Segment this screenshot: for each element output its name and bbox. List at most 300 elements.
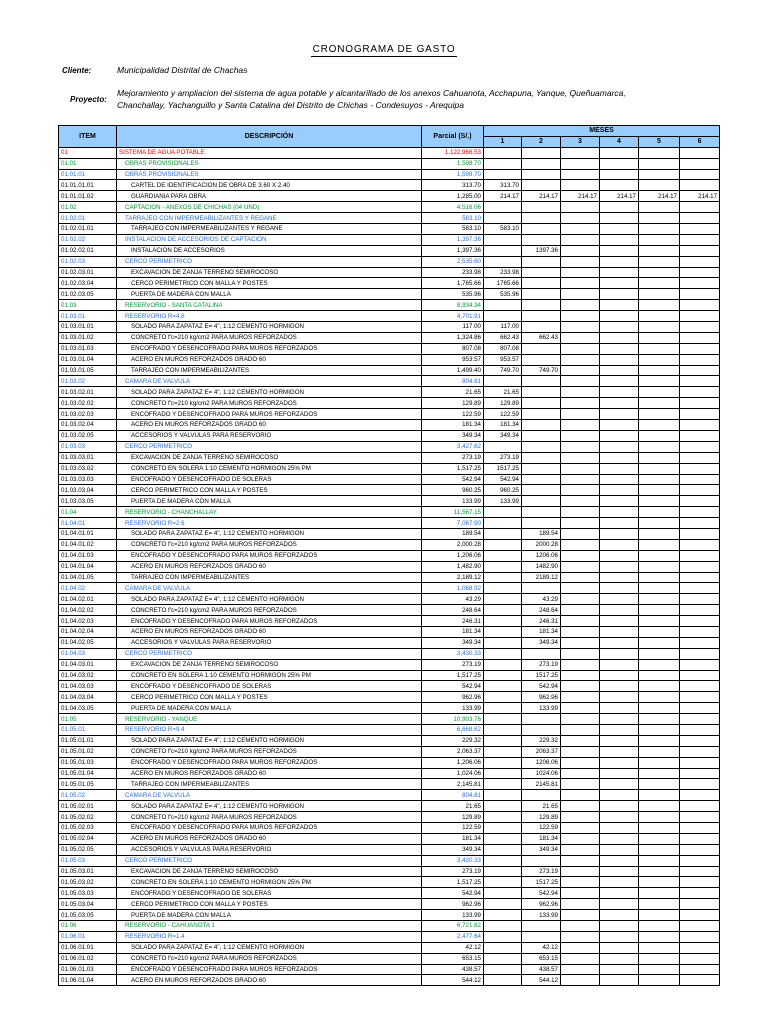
- item-parcial: 42.12: [422, 942, 484, 953]
- month-5-value: [639, 724, 680, 735]
- month-1-value: [484, 975, 522, 986]
- month-1-value: [484, 202, 522, 213]
- month-6-value: [680, 441, 720, 452]
- item-description: ENCOFRADO Y DESENCOFRADO DE SOLERAS: [117, 474, 422, 485]
- month-5-value: [639, 757, 680, 768]
- item-code: 01.02.03.04: [59, 278, 117, 289]
- table-row: [59, 169, 720, 180]
- month-5-value: [639, 507, 680, 518]
- header-item: ITEM: [59, 126, 117, 148]
- month-4-value: [600, 278, 639, 289]
- month-6-value: [680, 354, 720, 365]
- month-3-value: [561, 844, 600, 855]
- month-1-value: [484, 616, 522, 627]
- table-row: [59, 855, 720, 866]
- month-1-value: [484, 583, 522, 594]
- table-row: [59, 322, 720, 333]
- month-5-value: [639, 169, 680, 180]
- month-5-value: [639, 975, 680, 986]
- month-2-value: [522, 921, 561, 932]
- item-description: CONCRETO EN SOLERA 1:10 CEMENTO HORMIGON 25% PM: [117, 670, 422, 681]
- month-3-value: [561, 572, 600, 583]
- month-3-value: [561, 420, 600, 431]
- month-1-value: [484, 899, 522, 910]
- month-5-value: [639, 637, 680, 648]
- month-1-value: 960.25: [484, 485, 522, 496]
- month-2-value: 133.99: [522, 703, 561, 714]
- month-5-value: [639, 354, 680, 365]
- month-5-value: [639, 648, 680, 659]
- month-4-value: [600, 322, 639, 333]
- item-description: ACERO EN MUROS REFORZADOS GRADO 60: [117, 626, 422, 637]
- month-2-value: [522, 430, 561, 441]
- month-6-value: [680, 463, 720, 474]
- table-row: [59, 714, 720, 725]
- month-3-value: [561, 300, 600, 311]
- item-description: SISTEMA DE AGUA POTABLE: [117, 147, 422, 158]
- month-3-value: [561, 332, 600, 343]
- month-1-value: 807.08: [484, 343, 522, 354]
- month-6-value: [680, 245, 720, 256]
- month-3-value: [561, 746, 600, 757]
- item-code: 01.04.03.05: [59, 703, 117, 714]
- item-code: 01.02: [59, 202, 117, 213]
- table-row: [59, 409, 720, 420]
- month-4-value: [600, 931, 639, 942]
- item-parcial: 8,934.34: [422, 300, 484, 311]
- month-3-value: [561, 823, 600, 834]
- month-3-value: [561, 202, 600, 213]
- month-1-value: [484, 921, 522, 932]
- month-2-value: 248.64: [522, 605, 561, 616]
- item-description: CONCRETO f'c=210 kg/cm2 PARA MUROS REFORZADOS: [117, 812, 422, 823]
- item-code: 01.05.03.05: [59, 910, 117, 921]
- item-parcial: 1,206.06: [422, 550, 484, 561]
- month-3-value: [561, 289, 600, 300]
- month-5-value: [639, 234, 680, 245]
- item-description: CERCO PERIMETRICO: [117, 855, 422, 866]
- month-4-value: [600, 735, 639, 746]
- month-1-value: 214.17: [484, 191, 522, 202]
- month-4-value: [600, 463, 639, 474]
- month-1-value: [484, 572, 522, 583]
- month-6-value: [680, 681, 720, 692]
- item-description: CARTEL DE IDENTIFICACION DE OBRA DE 3.60 X 2.40: [117, 180, 422, 191]
- item-description: EXCAVACION DE ZANJA TERRENO SEMIROCOSO: [117, 866, 422, 877]
- cliente-label: Cliente:: [62, 66, 92, 75]
- table-row: [59, 790, 720, 801]
- item-code: 01.04.01.03: [59, 550, 117, 561]
- month-3-value: [561, 877, 600, 888]
- header-meses: MESES: [484, 126, 720, 137]
- month-1-value: [484, 648, 522, 659]
- month-1-value: 122.59: [484, 409, 522, 420]
- month-1-value: [484, 213, 522, 224]
- item-parcial: 43.29: [422, 594, 484, 605]
- table-row: [59, 626, 720, 637]
- item-description: CONCRETO f'c=210 kg/cm2 PARA MUROS REFORZADOS: [117, 539, 422, 550]
- month-4-value: [600, 409, 639, 420]
- month-5-value: [639, 376, 680, 387]
- month-1-value: 313.70: [484, 180, 522, 191]
- item-code: 01.05.02.05: [59, 844, 117, 855]
- month-5-value: [639, 855, 680, 866]
- table-row: [59, 572, 720, 583]
- header-month-6: 6: [680, 136, 720, 147]
- item-parcial: 349.34: [422, 430, 484, 441]
- item-parcial: 4,701.91: [422, 311, 484, 322]
- month-2-value: [522, 420, 561, 431]
- item-description: ACCESORIOS Y VALVULAS PARA RESERVORIO: [117, 844, 422, 855]
- month-4-value: [600, 496, 639, 507]
- month-6-value: [680, 768, 720, 779]
- month-2-value: 542.94: [522, 888, 561, 899]
- month-4-value: [600, 953, 639, 964]
- month-3-value: [561, 507, 600, 518]
- month-5-value: [639, 910, 680, 921]
- item-description: RESERVORIO - CHANCHALLAY: [117, 507, 422, 518]
- item-code: 01.04.01.04: [59, 561, 117, 572]
- month-1-value: [484, 376, 522, 387]
- item-code: 01.02.03.05: [59, 289, 117, 300]
- month-6-value: 214.17: [680, 191, 720, 202]
- item-code: 01.03: [59, 300, 117, 311]
- item-parcial: 1,324.86: [422, 332, 484, 343]
- month-3-value: [561, 518, 600, 529]
- item-parcial: 2,189.12: [422, 572, 484, 583]
- month-3-value: [561, 550, 600, 561]
- month-6-value: [680, 583, 720, 594]
- item-code: 01.03.01: [59, 311, 117, 322]
- month-2-value: [522, 648, 561, 659]
- month-4-value: [600, 518, 639, 529]
- month-4-value: [600, 659, 639, 670]
- month-2-value: [522, 855, 561, 866]
- month-5-value: [639, 833, 680, 844]
- month-6-value: [680, 659, 720, 670]
- month-4-value: [600, 899, 639, 910]
- month-4-value: [600, 888, 639, 899]
- month-3-value: [561, 692, 600, 703]
- month-6-value: [680, 234, 720, 245]
- item-description: CONCRETO f'c=210 kg/cm2 PARA MUROS REFORZADOS: [117, 953, 422, 964]
- table-row: [59, 692, 720, 703]
- item-description: SOLADO PARA ZAPATAZ E= 4", 1:12 CEMENTO HORMIGON: [117, 387, 422, 398]
- month-4-value: [600, 376, 639, 387]
- item-parcial: 6,721.82: [422, 921, 484, 932]
- month-2-value: 2000.28: [522, 539, 561, 550]
- month-5-value: [639, 714, 680, 725]
- month-1-value: [484, 703, 522, 714]
- month-2-value: [522, 463, 561, 474]
- month-3-value: [561, 234, 600, 245]
- table-row: [59, 703, 720, 714]
- item-parcial: 233.98: [422, 267, 484, 278]
- item-parcial: 117.00: [422, 322, 484, 333]
- item-description: CONCRETO EN SOLERA 1:10 CEMENTO HORMIGON 25% PM: [117, 463, 422, 474]
- month-6-value: [680, 953, 720, 964]
- month-2-value: 1206.06: [522, 550, 561, 561]
- item-code: 01.05.03.01: [59, 866, 117, 877]
- month-2-value: 749.70: [522, 365, 561, 376]
- item-parcial: 189.54: [422, 528, 484, 539]
- month-5-value: [639, 899, 680, 910]
- item-description: OBRAS PROVISIONALES: [117, 169, 422, 180]
- header-month-1: 1: [484, 136, 522, 147]
- table-row: [59, 757, 720, 768]
- month-5-value: [639, 931, 680, 942]
- month-5-value: [639, 147, 680, 158]
- month-1-value: 349.34: [484, 430, 522, 441]
- month-1-value: [484, 637, 522, 648]
- month-2-value: 653.15: [522, 953, 561, 964]
- item-code: 01.03.03.02: [59, 463, 117, 474]
- month-4-value: [600, 387, 639, 398]
- month-2-value: [522, 311, 561, 322]
- item-description: SOLADO PARA ZAPATAZ E= 4", 1:12 CEMENTO HORMIGON: [117, 801, 422, 812]
- month-6-value: [680, 757, 720, 768]
- month-1-value: [484, 724, 522, 735]
- table-row: [59, 561, 720, 572]
- month-6-value: [680, 866, 720, 877]
- month-3-value: [561, 322, 600, 333]
- month-4-value: [600, 844, 639, 855]
- month-3-value: [561, 812, 600, 823]
- month-5-value: [639, 735, 680, 746]
- month-6-value: [680, 485, 720, 496]
- month-1-value: [484, 169, 522, 180]
- month-2-value: 214.17: [522, 191, 561, 202]
- header-parcial: Parcial (S/.): [422, 126, 484, 148]
- month-1-value: [484, 518, 522, 529]
- item-parcial: 3,430.33: [422, 855, 484, 866]
- table-row: [59, 888, 720, 899]
- item-code: 01.06.01: [59, 931, 117, 942]
- month-6-value: [680, 376, 720, 387]
- month-2-value: [522, 474, 561, 485]
- item-code: 01.05.03.04: [59, 899, 117, 910]
- month-4-value: [600, 441, 639, 452]
- item-code: 01.05.03: [59, 855, 117, 866]
- item-code: 01.01: [59, 158, 117, 169]
- table-row: [59, 670, 720, 681]
- month-5-value: [639, 528, 680, 539]
- table-row: [59, 234, 720, 245]
- month-6-value: [680, 180, 720, 191]
- month-3-value: [561, 921, 600, 932]
- month-2-value: 962.96: [522, 899, 561, 910]
- month-5-value: [639, 224, 680, 235]
- item-code: 01.06.01.02: [59, 953, 117, 964]
- month-3-value: [561, 278, 600, 289]
- item-code: 01.03.02.05: [59, 430, 117, 441]
- item-code: 01.06.01.03: [59, 964, 117, 975]
- month-5-value: [639, 343, 680, 354]
- item-code: 01: [59, 147, 117, 158]
- item-code: 01.03.02.01: [59, 387, 117, 398]
- month-3-value: [561, 245, 600, 256]
- item-parcial: 21.65: [422, 387, 484, 398]
- month-5-value: [639, 300, 680, 311]
- item-description: OBRAS PROVISIONALES: [117, 158, 422, 169]
- month-6-value: [680, 616, 720, 627]
- month-3-value: [561, 267, 600, 278]
- month-5-value: [639, 365, 680, 376]
- month-5-value: [639, 452, 680, 463]
- month-5-value: [639, 594, 680, 605]
- month-5-value: [639, 877, 680, 888]
- month-5-value: [639, 844, 680, 855]
- month-3-value: [561, 463, 600, 474]
- month-5-value: [639, 441, 680, 452]
- month-4-value: [600, 921, 639, 932]
- item-description: ENCOFRADO Y DESENCOFRADO PARA MUROS REFORZADOS: [117, 343, 422, 354]
- item-description: RESERVORIO R=2.6: [117, 518, 422, 529]
- item-parcial: 133.99: [422, 703, 484, 714]
- month-1-value: [484, 910, 522, 921]
- item-code: 01.01.01.01: [59, 180, 117, 191]
- month-4-value: [600, 637, 639, 648]
- item-description: CAPTACION - ANEXOS DE CHICHAS (04 UND): [117, 202, 422, 213]
- table-row: [59, 550, 720, 561]
- item-parcial: 273.19: [422, 866, 484, 877]
- table-row: [59, 507, 720, 518]
- month-6-value: [680, 409, 720, 420]
- month-1-value: [484, 768, 522, 779]
- item-parcial: 11,567.15: [422, 507, 484, 518]
- month-6-value: [680, 267, 720, 278]
- table-row: [59, 779, 720, 790]
- item-parcial: 349.34: [422, 844, 484, 855]
- item-description: CONCRETO f'c=210 kg/cm2 PARA MUROS REFORZADOS: [117, 605, 422, 616]
- month-6-value: [680, 550, 720, 561]
- item-code: 01.05.01.05: [59, 779, 117, 790]
- month-2-value: 229.32: [522, 735, 561, 746]
- table-row: [59, 224, 720, 235]
- table-row: [59, 648, 720, 659]
- month-4-value: [600, 550, 639, 561]
- item-description: PUERTA DE MADERA CON MALLA: [117, 703, 422, 714]
- item-description: ENCOFRADO Y DESENCOFRADO PARA MUROS REFORZADOS: [117, 409, 422, 420]
- item-parcial: 1,598.70: [422, 169, 484, 180]
- month-6-value: [680, 539, 720, 550]
- item-parcial: 1,517.25: [422, 877, 484, 888]
- month-6-value: [680, 256, 720, 267]
- item-parcial: 653.15: [422, 953, 484, 964]
- month-5-value: [639, 790, 680, 801]
- month-2-value: [522, 354, 561, 365]
- table-row: [59, 496, 720, 507]
- item-parcial: 962.96: [422, 899, 484, 910]
- header-month-4: 4: [600, 136, 639, 147]
- month-1-value: [484, 594, 522, 605]
- table-row: [59, 844, 720, 855]
- month-5-value: [639, 311, 680, 322]
- month-4-value: [600, 833, 639, 844]
- header-month-2: 2: [522, 136, 561, 147]
- month-6-value: [680, 169, 720, 180]
- month-5-value: [639, 942, 680, 953]
- month-3-value: [561, 866, 600, 877]
- month-2-value: 273.19: [522, 866, 561, 877]
- item-code: 01.04.02.04: [59, 626, 117, 637]
- month-1-value: 749.70: [484, 365, 522, 376]
- month-5-value: [639, 550, 680, 561]
- month-6-value: [680, 420, 720, 431]
- item-code: 01.02.03.01: [59, 267, 117, 278]
- month-5-value: [639, 823, 680, 834]
- month-3-value: [561, 703, 600, 714]
- month-1-value: [484, 300, 522, 311]
- month-5-value: [639, 420, 680, 431]
- item-parcial: 313.70: [422, 180, 484, 191]
- item-description: SOLADO PARA ZAPATAZ E= 4", 1:12 CEMENTO HORMIGON: [117, 528, 422, 539]
- month-4-value: [600, 855, 639, 866]
- month-5-value: [639, 572, 680, 583]
- item-parcial: 542.94: [422, 681, 484, 692]
- item-code: 01.04.03.03: [59, 681, 117, 692]
- month-3-value: [561, 626, 600, 637]
- month-3-value: [561, 790, 600, 801]
- table-row: [59, 398, 720, 409]
- month-2-value: [522, 202, 561, 213]
- month-2-value: [522, 931, 561, 942]
- month-4-value: [600, 779, 639, 790]
- item-description: RESERVORIO R=9.4: [117, 724, 422, 735]
- item-parcial: 248.64: [422, 605, 484, 616]
- item-description: ACERO EN MUROS REFORZADOS GRADO 60: [117, 420, 422, 431]
- item-description: CERCO PERIMETRICO CON MALLA Y POSTES: [117, 485, 422, 496]
- month-5-value: [639, 692, 680, 703]
- month-2-value: [522, 267, 561, 278]
- month-1-value: [484, 441, 522, 452]
- month-3-value: [561, 605, 600, 616]
- month-4-value: [600, 942, 639, 953]
- month-1-value: [484, 659, 522, 670]
- item-description: CONCRETO f'c=210 kg/cm2 PARA MUROS REFORZADOS: [117, 332, 422, 343]
- table-row: [59, 256, 720, 267]
- month-4-value: [600, 583, 639, 594]
- item-parcial: 953.57: [422, 354, 484, 365]
- item-description: GUARDIANIA PARA OBRA: [117, 191, 422, 202]
- month-6-value: [680, 572, 720, 583]
- month-6-value: [680, 779, 720, 790]
- month-4-value: [600, 692, 639, 703]
- table-row: [59, 616, 720, 627]
- proyecto-label: Proyecto:: [70, 95, 107, 104]
- item-code: 01.05.01.01: [59, 735, 117, 746]
- month-4-value: [600, 213, 639, 224]
- item-description: SOLADO PARA ZAPATAZ E= 4", 1:12 CEMENTO HORMIGON: [117, 942, 422, 953]
- item-parcial: 2,000.28: [422, 539, 484, 550]
- month-4-value: [600, 768, 639, 779]
- month-2-value: 133.99: [522, 910, 561, 921]
- month-6-value: [680, 387, 720, 398]
- item-description: ACERO EN MUROS REFORZADOS GRADO 60: [117, 833, 422, 844]
- schedule-table: [58, 125, 720, 986]
- item-parcial: 807.08: [422, 343, 484, 354]
- month-3-value: [561, 735, 600, 746]
- month-5-value: [639, 812, 680, 823]
- month-4-value: [600, 724, 639, 735]
- month-2-value: 542.94: [522, 681, 561, 692]
- item-code: 01.05.02.04: [59, 833, 117, 844]
- item-parcial: 1,206.06: [422, 757, 484, 768]
- month-2-value: [522, 507, 561, 518]
- month-1-value: [484, 692, 522, 703]
- item-parcial: 1,068.92: [422, 583, 484, 594]
- item-description: CERCO PERIMETRICO CON MALLA Y POSTES: [117, 692, 422, 703]
